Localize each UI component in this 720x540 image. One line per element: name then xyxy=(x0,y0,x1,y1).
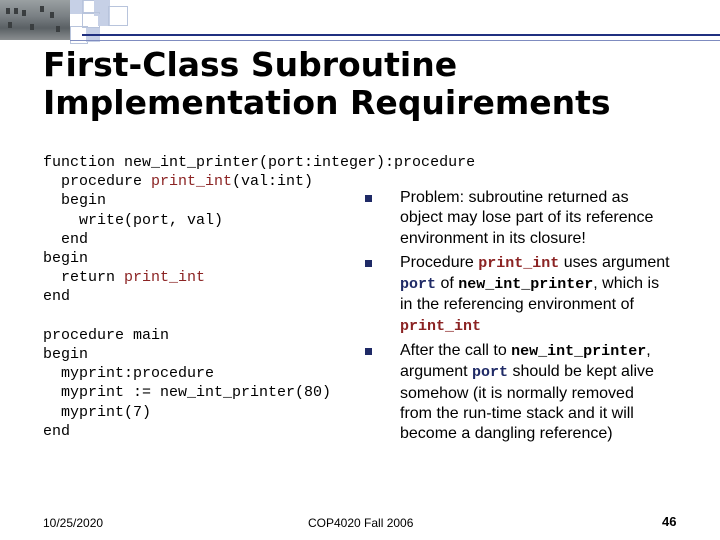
code-line: end xyxy=(43,288,71,306)
footer-course: COP4020 Fall 2006 xyxy=(308,516,414,530)
bullet-square-icon xyxy=(365,260,372,267)
code-line: begin xyxy=(43,250,89,268)
bullet-item xyxy=(360,253,670,337)
code-line: begin xyxy=(43,346,89,364)
code-ref: new_int_printer xyxy=(511,343,647,361)
code-line: end xyxy=(43,422,71,440)
code-ref: print_int xyxy=(400,317,482,335)
code-line: function new_int_printer(port:integer):procedure xyxy=(43,154,476,171)
bullet-text: After the call to xyxy=(400,342,512,360)
bullet-square-icon xyxy=(365,348,372,355)
code-line: myprint(7) xyxy=(43,403,152,421)
code-highlight: print_int xyxy=(124,269,206,287)
bullet-square-icon xyxy=(365,195,372,202)
code-line: myprint:procedure xyxy=(43,365,215,383)
bullet-text: Procedure xyxy=(400,253,479,271)
slide-title: First-Class Subroutine Implementation Requirements xyxy=(43,45,611,122)
code-line: procedure main xyxy=(43,326,170,344)
bullet-text: , which is in the referencing environment of xyxy=(400,275,660,314)
code-ref: new_int_printer xyxy=(458,276,594,294)
footer-date: 10/25/2020 xyxy=(43,516,104,530)
code-ref: port xyxy=(472,364,509,382)
code-highlight: print_int xyxy=(151,173,233,191)
bullet-item xyxy=(360,188,670,249)
header-rule xyxy=(82,34,720,36)
code-ref: print_int xyxy=(478,254,560,272)
bullet-text: Problem: subroutine returned as object may lose part of its reference environment in its closure! xyxy=(400,189,654,247)
bullet-item xyxy=(360,341,670,444)
bullet-text: of xyxy=(436,275,459,293)
code-line: end xyxy=(43,230,89,248)
code-text: return xyxy=(43,269,125,287)
code-text: procedure xyxy=(43,173,152,191)
code-ref: port xyxy=(400,276,437,294)
code-line: write(port, val) xyxy=(43,211,224,229)
bullet-list xyxy=(360,188,670,449)
bullet-text: should be kept alive somehow (it is normally removed from the run-time stack and it will become a dangling reference) xyxy=(400,363,654,443)
bullet-text: uses argument xyxy=(559,253,670,271)
code-line: myprint := new_int_printer(80) xyxy=(43,384,332,402)
bullet-text: , argument xyxy=(400,342,651,381)
deco-square xyxy=(108,6,128,26)
header-rule-light xyxy=(70,40,720,41)
code-line: begin xyxy=(43,192,107,210)
code-text: (val:int) xyxy=(232,173,314,191)
header-photo xyxy=(0,0,70,40)
page-number: 46 xyxy=(662,514,677,529)
